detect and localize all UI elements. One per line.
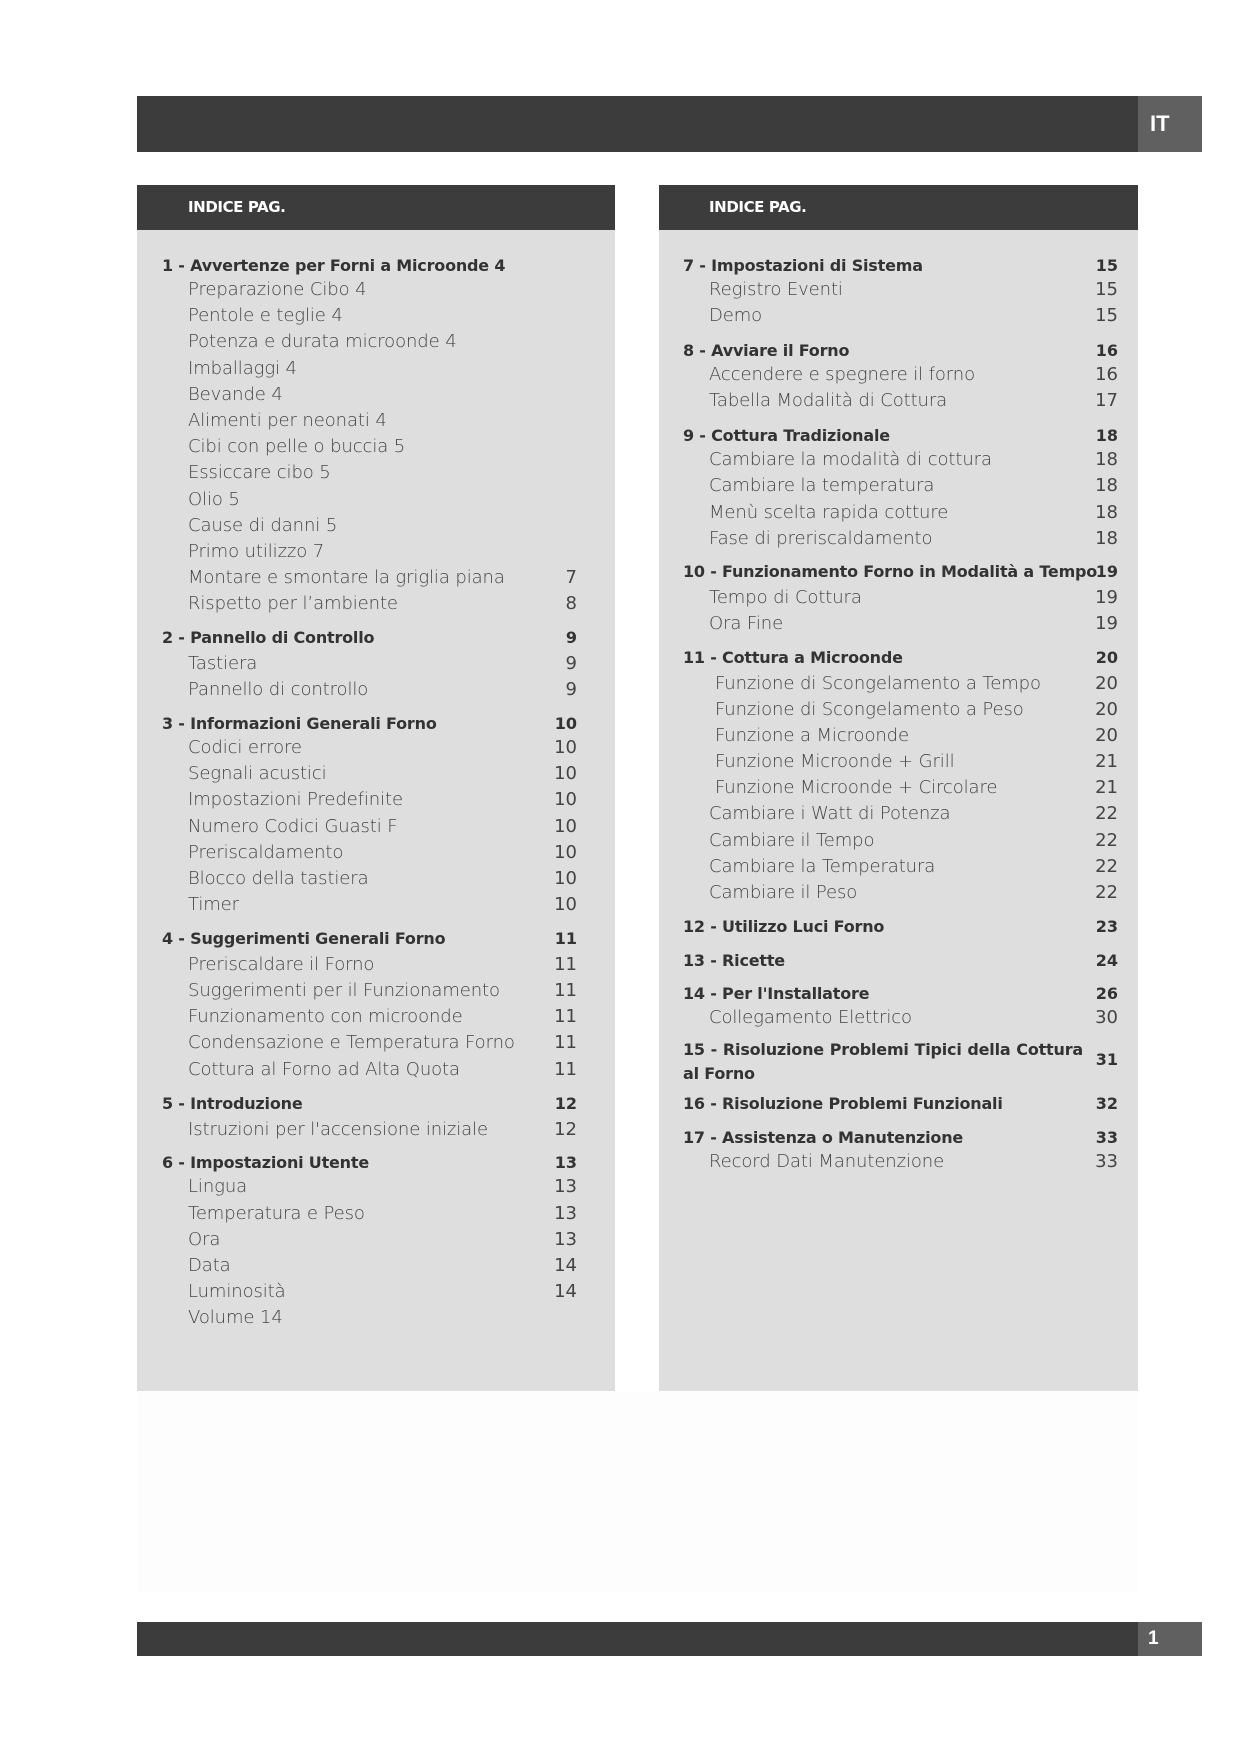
toc-entry-title: Ora — [188, 1228, 221, 1250]
toc-entry-page: 13 — [554, 1202, 577, 1224]
toc-entry-title: 11 - Cottura a Microonde — [683, 647, 903, 667]
toc-entry-row[interactable] — [137, 891, 577, 917]
toc-entry-title: Cibi con pelle o buccia 5 — [188, 435, 406, 457]
toc-entry-page: 10 — [554, 867, 577, 889]
toc-entry-page: 22 — [1095, 881, 1118, 903]
toc-entry-row[interactable] — [659, 879, 1118, 905]
toc-section-row[interactable] — [659, 422, 1118, 448]
toc-entry-title: Funzione di Scongelamento a Peso — [715, 698, 1024, 720]
toc-entry-row[interactable] — [659, 827, 1118, 853]
toc-entry-title: Preparazione Cibo 4 — [188, 278, 367, 300]
toc-entry-title: Bevande 4 — [188, 383, 283, 405]
toc-entry-page: 10 — [554, 762, 577, 784]
toc-entry-page: 9 — [565, 652, 577, 674]
toc-entry-page: 13 — [554, 1152, 577, 1172]
toc-section-row[interactable] — [659, 1124, 1118, 1150]
toc-entry-title: Funzione Microonde + Circolare — [715, 776, 998, 798]
toc-entry-title: 1 - Avvertenze per Forni a Microonde 4 — [162, 255, 506, 275]
toc-entry-row[interactable] — [137, 1056, 577, 1082]
toc-heading-right: INDICE PAG. — [659, 185, 1138, 230]
toc-entry-row[interactable] — [137, 760, 577, 786]
toc-entry-row[interactable] — [137, 1226, 577, 1252]
toc-entry-row[interactable] — [137, 1200, 577, 1226]
toc-entry-row[interactable] — [659, 800, 1118, 826]
toc-entry-page: 13 — [554, 1228, 577, 1250]
toc-entry-row[interactable] — [137, 590, 577, 616]
toc-entry-title: Funzionamento con microonde — [188, 1005, 463, 1027]
toc-entry-title: Olio 5 — [188, 488, 240, 510]
toc-entry-title: 14 - Per l'Installatore — [683, 983, 870, 1003]
toc-section-row[interactable] — [659, 644, 1118, 670]
toc-section-row[interactable] — [137, 624, 577, 650]
toc-entry-page: 14 — [554, 1254, 577, 1276]
toc-entry-page: 20 — [1095, 672, 1118, 694]
toc-entry-row[interactable] — [137, 1003, 577, 1029]
toc-section-row[interactable] — [659, 913, 1118, 939]
toc-entry-row[interactable] — [137, 486, 577, 512]
toc-section-row[interactable] — [659, 980, 1118, 1006]
toc-entry-page: 18 — [1095, 501, 1118, 523]
toc-entry-page: 19 — [1095, 612, 1118, 634]
toc-section-row[interactable] — [659, 558, 1118, 584]
toc-entry-title: Alimenti per neonati 4 — [188, 409, 387, 431]
toc-entry-title: 4 - Suggerimenti Generali Forno — [162, 928, 446, 948]
toc-entry-title: Timer — [188, 893, 239, 915]
toc-entry-title: Cottura al Forno ad Alta Quota — [188, 1058, 460, 1080]
toc-entry-row[interactable] — [137, 302, 577, 328]
toc-entry-page: 11 — [554, 979, 577, 1001]
toc-entry-title: 6 - Impostazioni Utente — [162, 1152, 369, 1172]
toc-entry-row[interactable] — [659, 387, 1118, 413]
toc-entry-title: Tastiera — [188, 652, 258, 674]
toc-entry-title: Cambiare la modalità di cottura — [709, 448, 992, 470]
toc-entry-page: 14 — [554, 1280, 577, 1302]
toc-entry-page: 20 — [1095, 698, 1118, 720]
toc-entry-row[interactable] — [659, 1148, 1118, 1174]
toc-section-row[interactable] — [659, 252, 1118, 278]
toc-entry-title: 16 - Risoluzione Problemi Funzionali — [683, 1093, 1003, 1113]
toc-entry-row[interactable] — [137, 538, 577, 564]
toc-entry-row[interactable] — [659, 499, 1118, 525]
toc-entry-title: Cambiare i Watt di Potenza — [709, 802, 951, 824]
toc-entry-row[interactable] — [137, 977, 577, 1003]
toc-entry-title: Data — [188, 1254, 231, 1276]
toc-entry-page: 10 — [554, 713, 577, 733]
toc-entry-title: Menù scelta rapida cotture — [709, 501, 949, 523]
toc-entry-page: 12 — [554, 1118, 577, 1140]
toc-entry-page: 17 — [1095, 389, 1118, 411]
toc-entry-row[interactable] — [137, 1252, 577, 1278]
toc-entry-row[interactable] — [137, 1304, 577, 1330]
toc-entry-page: 20 — [1095, 647, 1118, 667]
toc-entry-row[interactable] — [659, 610, 1118, 636]
toc-entry-page: 15 — [1095, 278, 1118, 300]
toc-section-row[interactable] — [137, 1090, 577, 1116]
toc-entry-page: 18 — [1095, 474, 1118, 496]
toc-entry-title: Istruzioni per l'accensione iniziale — [188, 1118, 488, 1140]
toc-entry-title: Suggerimenti per il Funzionamento — [188, 979, 500, 1001]
toc-entry-page: 18 — [1095, 425, 1118, 445]
toc-entry-title: 13 - Ricette — [683, 950, 785, 970]
toc-entry-page: 11 — [554, 953, 577, 975]
toc-entry-page: 33 — [1095, 1150, 1118, 1172]
toc-entry-title: Montare e smontare la griglia piana — [188, 566, 505, 588]
page-number-badge: 1 — [1138, 1622, 1202, 1656]
toc-entry-row[interactable] — [659, 853, 1118, 879]
toc-entry-title: Record Dati Manutenzione — [709, 1150, 945, 1172]
toc-entry-page: 18 — [1095, 527, 1118, 549]
toc-entry-row[interactable] — [659, 302, 1118, 328]
toc-entry-row[interactable] — [659, 361, 1118, 387]
toc-entry-page: 10 — [554, 736, 577, 758]
toc-entry-title: Demo — [709, 304, 763, 326]
toc-entry-row[interactable] — [137, 564, 577, 590]
toc-entry-title: 15 - Risoluzione Problemi Tipici della Cottura al Forno — [683, 1040, 1083, 1083]
toc-section-row[interactable] — [137, 710, 577, 736]
toc-entry-row[interactable] — [137, 459, 577, 485]
toc-entry-row[interactable] — [137, 786, 577, 812]
toc-entry-page: 22 — [1095, 855, 1118, 877]
toc-entry-title: Cambiare la temperatura — [709, 474, 935, 496]
toc-entry-title: Cambiare il Tempo — [709, 829, 875, 851]
toc-entry-title: 10 - Funzionamento Forno in Modalità a Tempo — [683, 561, 1098, 581]
toc-entry-title: Preriscaldare il Forno — [188, 953, 375, 975]
toc-entry-page: 11 — [554, 1005, 577, 1027]
toc-entry-title: Potenza e durata microonde 4 — [188, 330, 457, 352]
toc-section-row[interactable] — [659, 1038, 1118, 1086]
toc-entry-row[interactable] — [659, 774, 1118, 800]
toc-entry-row[interactable] — [659, 748, 1118, 774]
toc-entry-row[interactable] — [137, 381, 577, 407]
toc-entry-page: 30 — [1095, 1006, 1118, 1028]
toc-entry-title: Ora Fine — [709, 612, 784, 634]
toc-entry-title: Segnali acustici — [188, 762, 327, 784]
toc-entry-title: Lingua — [188, 1175, 248, 1197]
toc-entry-page: 10 — [554, 815, 577, 837]
toc-entry-row[interactable] — [137, 951, 577, 977]
toc-entry-row[interactable] — [137, 734, 577, 760]
toc-entry-page: 33 — [1095, 1127, 1118, 1147]
toc-entry-title: Blocco della tastiera — [188, 867, 369, 889]
header-bar — [137, 96, 1138, 152]
toc-section-row[interactable] — [137, 252, 577, 278]
toc-entry-title: Imballaggi 4 — [188, 357, 297, 379]
toc-entry-row[interactable] — [659, 472, 1118, 498]
toc-entry-title: Codici errore — [188, 736, 302, 758]
toc-entry-page: 19 — [1095, 561, 1118, 581]
toc-entry-row[interactable] — [137, 276, 577, 302]
toc-section-row[interactable] — [137, 1149, 577, 1175]
toc-entry-page: 10 — [554, 788, 577, 810]
toc-entry-title: 12 - Utilizzo Luci Forno — [683, 916, 885, 936]
toc-entry-title: 3 - Informazioni Generali Forno — [162, 713, 437, 733]
toc-entry-page: 26 — [1095, 983, 1118, 1003]
toc-entry-row[interactable] — [137, 328, 577, 354]
toc-entry-title: Fase di preriscaldamento — [709, 527, 933, 549]
toc-entry-title: Cause di danni 5 — [188, 514, 338, 536]
toc-entry-page: 20 — [1095, 724, 1118, 746]
toc-entry-title: Condensazione e Temperatura Forno — [188, 1031, 515, 1053]
toc-entry-title: Tabella Modalità di Cottura — [709, 389, 948, 411]
toc-entry-title: Luminosità — [188, 1280, 286, 1302]
toc-entry-row[interactable] — [137, 1116, 577, 1142]
toc-entry-row[interactable] — [659, 1004, 1118, 1030]
toc-entry-title: Cambiare la Temperatura — [709, 855, 936, 877]
toc-entry-page: 24 — [1095, 950, 1118, 970]
toc-entry-title: 7 - Impostazioni di Sistema — [683, 255, 923, 275]
toc-entry-page: 10 — [554, 893, 577, 915]
toc-entry-row[interactable] — [137, 813, 577, 839]
toc-entry-page: 21 — [1095, 776, 1118, 798]
toc-entry-row[interactable] — [137, 355, 577, 381]
toc-entry-page: 8 — [565, 592, 577, 614]
toc-entry-page: 7 — [565, 566, 577, 588]
toc-column-right — [659, 185, 1138, 1391]
toc-entry-row[interactable] — [137, 676, 577, 702]
toc-entry-page: 15 — [1095, 255, 1118, 275]
toc-entry-title: Preriscaldamento — [188, 841, 344, 863]
page-bottom-area — [137, 1392, 1138, 1592]
toc-entry-title: 17 - Assistenza o Manutenzione — [683, 1127, 964, 1147]
toc-entry-row[interactable] — [137, 407, 577, 433]
toc-entry-title: Impostazioni Predefinite — [188, 788, 403, 810]
toc-entry-row[interactable] — [137, 650, 577, 676]
toc-entry-title: Funzione a Microonde — [715, 724, 909, 746]
toc-entry-title: Temperatura e Peso — [188, 1202, 365, 1224]
toc-entry-row[interactable] — [137, 839, 577, 865]
toc-entry-row[interactable] — [137, 865, 577, 891]
toc-entry-row[interactable] — [659, 696, 1118, 722]
toc-entry-page: 15 — [1095, 304, 1118, 326]
toc-heading-left: INDICE PAG. — [137, 185, 615, 230]
toc-entry-page: 22 — [1095, 829, 1118, 851]
toc-entry-row[interactable] — [137, 433, 577, 459]
toc-entry-title: 2 - Pannello di Controllo — [162, 627, 375, 647]
toc-entry-title: Rispetto per l’ambiente — [188, 592, 398, 614]
toc-entry-page: 10 — [554, 841, 577, 863]
toc-entry-title: 5 - Introduzione — [162, 1093, 303, 1113]
toc-entry-row[interactable] — [137, 512, 577, 538]
toc-entry-page: 9 — [565, 678, 577, 700]
toc-entry-row[interactable] — [659, 722, 1118, 748]
toc-entry-page: 32 — [1095, 1093, 1118, 1113]
toc-entry-page: 9 — [565, 627, 577, 647]
toc-entry-page: 11 — [554, 928, 577, 948]
toc-entry-page: 11 — [554, 1031, 577, 1053]
toc-entry-row[interactable] — [137, 1278, 577, 1304]
toc-entry-page: 12 — [554, 1093, 577, 1113]
toc-section-row[interactable] — [659, 1090, 1118, 1116]
toc-section-row[interactable] — [659, 947, 1118, 973]
toc-entry-page: 19 — [1095, 586, 1118, 608]
toc-entry-page: 22 — [1095, 802, 1118, 824]
toc-entry-page: 31 — [1095, 1050, 1118, 1069]
toc-entry-title: Primo utilizzo 7 — [188, 540, 325, 562]
toc-entry-title: Essiccare cibo 5 — [188, 461, 331, 483]
toc-entry-page: 16 — [1095, 363, 1118, 385]
toc-entry-page: 16 — [1095, 340, 1118, 360]
footer-bar — [137, 1622, 1138, 1656]
toc-section-row[interactable] — [137, 925, 577, 951]
toc-section-row[interactable] — [659, 337, 1118, 363]
toc-entry-title: Collegamento Elettrico — [709, 1006, 912, 1028]
toc-entry-title: Funzione di Scongelamento a Tempo — [715, 672, 1041, 694]
toc-entry-title: Pannello di controllo — [188, 678, 369, 700]
toc-entry-title: Numero Codici Guasti F — [188, 815, 398, 837]
toc-entry-title: Funzione Microonde + Grill — [715, 750, 955, 772]
toc-entry-title: Cambiare il Peso — [709, 881, 858, 903]
toc-entry-row[interactable] — [137, 1029, 577, 1055]
toc-entry-page: 21 — [1095, 750, 1118, 772]
toc-entry-row[interactable] — [659, 525, 1118, 551]
toc-entry-title: Pentole e teglie 4 — [188, 304, 343, 326]
toc-column-left — [137, 185, 615, 1391]
toc-entry-page: 18 — [1095, 448, 1118, 470]
toc-entry-page: 11 — [554, 1058, 577, 1080]
language-badge: IT — [1138, 96, 1202, 152]
toc-entry-row[interactable] — [659, 584, 1118, 610]
toc-entry-title: Volume 14 — [188, 1306, 283, 1328]
toc-entry-row[interactable] — [137, 1173, 577, 1199]
toc-entry-row[interactable] — [659, 276, 1118, 302]
toc-entry-page: 13 — [554, 1175, 577, 1197]
toc-entry-row[interactable] — [659, 670, 1118, 696]
toc-entry-title: 9 - Cottura Tradizionale — [683, 425, 890, 445]
toc-entry-page: 23 — [1095, 916, 1118, 936]
toc-entry-title: Accendere e spegnere il forno — [709, 363, 976, 385]
toc-entry-title: 8 - Avviare il Forno — [683, 340, 850, 360]
toc-entry-title: Tempo di Cottura — [709, 586, 862, 608]
toc-entry-row[interactable] — [659, 446, 1118, 472]
toc-entry-title: Registro Eventi — [709, 278, 843, 300]
